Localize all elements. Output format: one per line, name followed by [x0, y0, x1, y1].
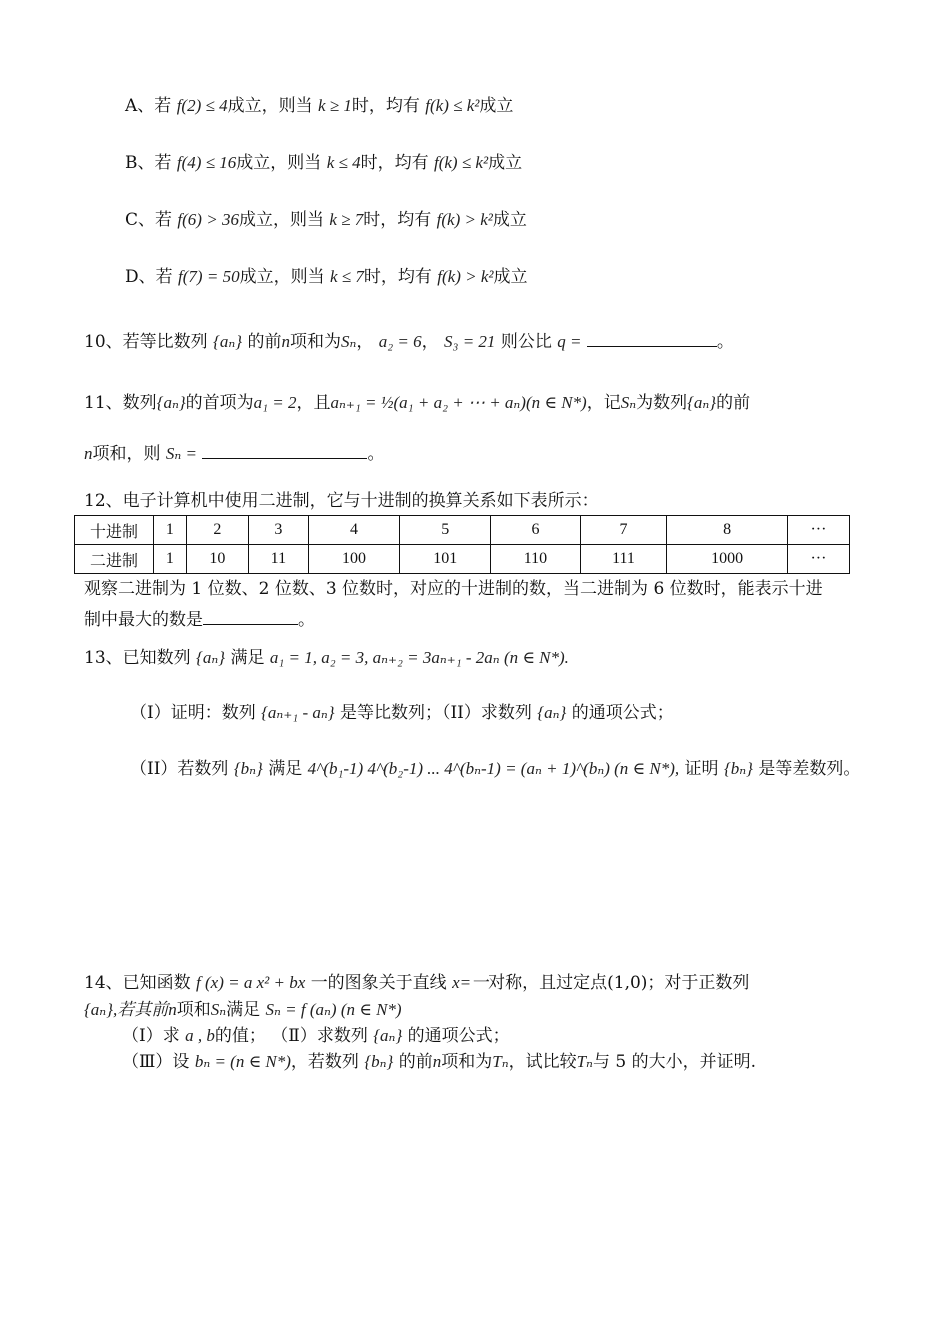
question-13 — [84, 647, 569, 669]
text: 是等比数列；（II）求数列 — [339, 703, 532, 723]
range: k ≥ 1 — [317, 96, 352, 115]
text: 的值； （Ⅱ）求数列 — [214, 1026, 368, 1046]
table-cell: 10 — [186, 545, 248, 574]
table-cell: ··· — [787, 545, 849, 574]
recurrence: aₙ₊₁ = ½(a₁ + a₂ + ⋯ + aₙ)(n ∈ N*) — [330, 393, 587, 412]
option-label: C、若 — [125, 210, 173, 230]
question-11-line-1 — [84, 392, 750, 414]
var-n: n — [168, 1000, 177, 1019]
range: k ≤ 7 — [329, 267, 364, 286]
text: （II）若数列 — [130, 759, 229, 779]
var-n: n — [84, 444, 93, 463]
text: （I）证明：数列 — [130, 703, 256, 723]
text: 为数列 — [636, 393, 688, 413]
sequence: {aₙ},若其前 — [84, 1000, 169, 1019]
question-11-line-2 — [84, 440, 384, 465]
condition: Sₙ = f (aₙ) (n ∈ N*) — [265, 1000, 402, 1019]
table-cell: 2 — [186, 516, 248, 545]
table-cell: ··· — [787, 516, 849, 545]
condition: f(7) = 50 — [178, 267, 240, 286]
sum-tn: Tₙ — [492, 1052, 509, 1071]
text: 13、已知数列 — [84, 648, 191, 668]
text: （Ⅲ）设 — [122, 1052, 190, 1072]
sum-sn: Sₙ = — [165, 444, 198, 463]
text: （Ⅰ）求 — [122, 1026, 180, 1046]
text: 一的图象关于直线 — [310, 973, 447, 993]
question-12-text: 12、电子计算机中使用二进制，它与十进制的换算关系如下表所示： — [84, 491, 599, 511]
table-cell: 110 — [491, 545, 580, 574]
condition: f(4) ≤ 16 — [176, 153, 237, 172]
params: a , b — [185, 1026, 215, 1045]
text: 成立 — [479, 96, 514, 116]
condition-s3: S₃ = 21 — [444, 332, 496, 351]
conclusion: f(k) ≤ k² — [434, 153, 489, 172]
condition: a₁ = 1, a₂ = 3, aₙ₊₂ = 3aₙ₊₁ - 2aₙ (n ∈ N*). — [269, 648, 569, 667]
text: 满足 — [226, 1000, 261, 1020]
conclusion: f(k) > k² — [437, 267, 494, 286]
question-10 — [84, 328, 734, 353]
table-cell: 3 — [248, 516, 308, 545]
q9-option-b — [125, 152, 522, 174]
sum-sn: Sₙ — [620, 393, 637, 412]
text: ，若数列 — [290, 1052, 359, 1072]
answer-blank[interactable] — [202, 440, 367, 459]
text: ，且 — [296, 393, 331, 413]
text: 满足 — [268, 759, 303, 779]
q9-option-d — [125, 266, 528, 288]
text: 是等差数列。 — [758, 759, 861, 779]
sum-tn: Tₙ — [576, 1052, 593, 1071]
answer-blank[interactable] — [203, 606, 298, 625]
conclusion: f(k) ≤ k² — [425, 96, 480, 115]
text: 。 — [716, 332, 734, 352]
text: ， — [356, 332, 374, 352]
definition: bₙ = (n ∈ N*) — [194, 1052, 291, 1071]
option-label: D、若 — [125, 267, 173, 287]
text: 10、若等比数列 — [84, 332, 208, 352]
text: 项和为 — [289, 332, 341, 352]
text: 项和 — [176, 1000, 211, 1020]
option-label: B、若 — [125, 153, 172, 173]
sum-sn: Sₙ — [340, 332, 357, 351]
conversion-table — [74, 515, 850, 574]
text: 成立 — [488, 153, 523, 173]
condition-a2: a₂ = 6 — [378, 332, 422, 351]
table-cell: 4 — [308, 516, 399, 545]
q9-option-a — [125, 95, 513, 117]
text: 成立 — [493, 267, 528, 287]
table-cell: 101 — [400, 545, 491, 574]
text: 时，均有 — [360, 153, 429, 173]
var-n: n — [432, 1052, 442, 1071]
table-cell: 6 — [491, 516, 580, 545]
question-13-part-1 — [130, 702, 674, 724]
sequence: {bₙ} — [233, 759, 263, 778]
text: 的通项公式； — [407, 1026, 510, 1046]
q9-option-c — [125, 209, 527, 231]
var-n: n — [281, 332, 290, 351]
sequence: {aₙ} — [196, 648, 226, 667]
text: 成立，则当 — [238, 210, 324, 230]
text: 成立，则当 — [236, 153, 322, 173]
condition: f(2) ≤ 4 — [176, 96, 228, 115]
question-14-line-2 — [84, 999, 402, 1021]
question-12-observation-1: 观察二进制为 1 位数、2 位数、3 位数时，对应的十进制的数，当二进制为 6 位数时，能表示十进 — [84, 579, 823, 599]
text: 时，均有 — [351, 96, 420, 116]
table-cell: 11 — [248, 545, 308, 574]
function: f (x) = a x² + bx — [196, 973, 306, 992]
text: 项和为 — [441, 1052, 493, 1072]
text: ，试比较 — [508, 1052, 577, 1072]
ratio-q: q = — [557, 332, 582, 351]
sequence: {bₙ} — [723, 759, 753, 778]
axis-line: x=一 — [452, 973, 489, 992]
table-cell: 8 — [667, 516, 787, 545]
text: ， — [421, 332, 439, 352]
text: 项和，则 — [92, 444, 161, 464]
sequence: {aₙ} — [537, 703, 567, 722]
question-14-line-3 — [122, 1025, 510, 1047]
text: 时，均有 — [363, 210, 432, 230]
text: 对称，且过定点(1,0)；对于正数列 — [488, 973, 750, 993]
text: 时，均有 — [363, 267, 432, 287]
question-12-observation-2 — [84, 606, 315, 631]
table-cell: 111 — [580, 545, 667, 574]
condition: f(6) > 36 — [177, 210, 239, 229]
text: 。 — [298, 610, 315, 630]
option-label: A、若 — [125, 96, 172, 116]
text: 的前 — [398, 1052, 433, 1072]
text: 的通项公式； — [571, 703, 674, 723]
first-term: a₁ = 2 — [253, 393, 297, 412]
text: 满足 — [230, 648, 265, 668]
answer-blank[interactable] — [587, 328, 717, 347]
text: 11、数列 — [84, 393, 157, 413]
table-cell: 1 — [154, 516, 187, 545]
table-row — [75, 516, 850, 545]
text: 14、已知函数 — [84, 973, 191, 993]
text: 与 5 的大小，并证明. — [592, 1052, 756, 1072]
conclusion: f(k) > k² — [436, 210, 493, 229]
text: 的前 — [716, 393, 751, 413]
table-cell: 5 — [400, 516, 491, 545]
text: 的前 — [247, 332, 282, 352]
text: 成立 — [492, 210, 527, 230]
text: 的首项为 — [185, 393, 254, 413]
question-13-part-2 — [130, 758, 860, 780]
text: 证明 — [684, 759, 719, 779]
table-cell: 7 — [580, 516, 667, 545]
text: 则公比 — [500, 332, 552, 352]
sequence: {bₙ} — [364, 1052, 394, 1071]
table-cell: 1000 — [667, 545, 787, 574]
sequence: {aₙ} — [213, 332, 243, 351]
table-cell: 二进制 — [75, 545, 154, 574]
condition: 4^(b₁-1) 4^(b₂-1) ... 4^(bₙ-1) = (aₙ + 1)^(bₙ) (n ∈ N*), — [307, 759, 680, 778]
question-14-line-1 — [84, 972, 749, 994]
sequence: {aₙ} — [156, 393, 186, 412]
sequence: {aₙ} — [373, 1026, 403, 1045]
range: k ≥ 7 — [329, 210, 364, 229]
table-row — [75, 545, 850, 574]
table-cell: 十进制 — [75, 516, 154, 545]
sequence: {aₙ₊₁ - aₙ} — [261, 703, 335, 722]
text: 制中最大的数是 — [84, 610, 203, 630]
text: 成立，则当 — [239, 267, 325, 287]
table-cell: 1 — [154, 545, 187, 574]
sequence: {aₙ} — [687, 393, 717, 412]
range: k ≤ 4 — [326, 153, 361, 172]
sum-sn: Sₙ — [210, 1000, 227, 1019]
text: ，记 — [586, 393, 621, 413]
text: 成立，则当 — [227, 96, 313, 116]
question-14-line-4 — [122, 1051, 756, 1073]
table-cell: 100 — [308, 545, 399, 574]
text: 。 — [367, 444, 385, 464]
